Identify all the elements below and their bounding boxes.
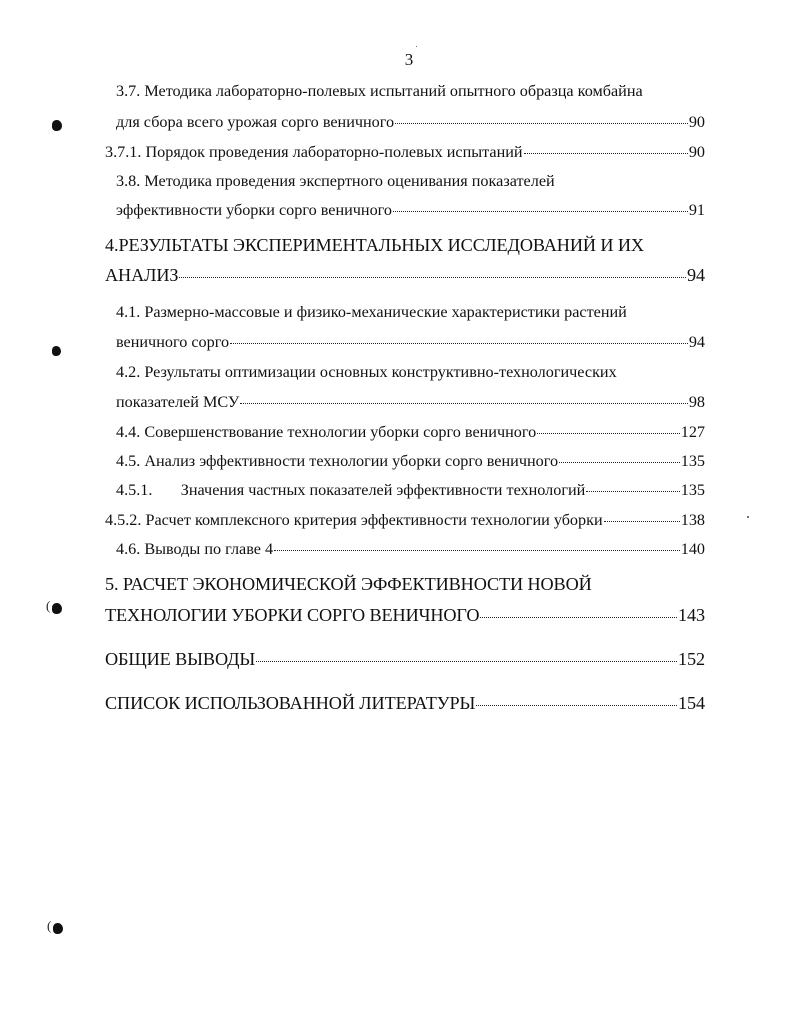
toc-entry-text: веничного сорго [116, 333, 230, 351]
toc-entry-page: 135 [680, 481, 705, 499]
toc-chapter-4-line1 [105, 235, 644, 256]
toc-entry-4-6[interactable] [116, 540, 705, 559]
dot-leader [476, 705, 677, 706]
toc-general-conclusions[interactable] [105, 649, 705, 670]
toc-entry-text: 4.РЕЗУЛЬТАТЫ ЭКСПЕРИМЕНТАЛЬНЫХ ИССЛЕДОВАНИЙ И ИХ [105, 235, 644, 255]
toc-entry-3-7-line2[interactable] [116, 113, 705, 132]
toc-entry-text: эффективности уборки сорго веничного [116, 201, 392, 219]
toc-entry-text: 3.7.1. Порядок проведения лабораторно-полевых испытаний [105, 143, 523, 161]
toc-entry-text: 4.5. Анализ эффективности технологии уборки сорго веничного [116, 452, 559, 470]
punch-hole-mark [52, 120, 62, 131]
toc-chapter-5-line2[interactable] [105, 605, 705, 626]
toc-entry-page: 91 [688, 201, 705, 219]
toc-entry-page: 140 [680, 540, 705, 558]
toc-entry-3-7-1[interactable] [105, 143, 705, 162]
toc-entry-page: 94 [687, 265, 705, 285]
toc-entry-text: 3.7. Методика лабораторно-полевых испытаний опытного образца комбайна [116, 82, 643, 100]
dot-leader [537, 433, 680, 434]
toc-entry-text: 4.1. Размерно-массовые и физико-механические характеристики растений [116, 303, 627, 321]
toc-entry-page: 90 [688, 143, 705, 161]
toc-entry-page: 154 [678, 693, 705, 713]
punch-hole-mark [52, 603, 62, 614]
toc-entry-3-8-line1 [116, 172, 555, 191]
toc-entry-text: для сбора всего урожая сорго веничного [116, 113, 395, 131]
toc-entry-4-4[interactable] [116, 423, 705, 442]
toc-entry-4-2-line1 [116, 363, 617, 382]
toc-entry-4-5-1[interactable] [116, 481, 705, 500]
toc-entry-page: 127 [680, 423, 705, 441]
toc-entry-text: АНАЛИЗ [105, 265, 179, 285]
dot-leader [274, 550, 680, 551]
toc-entry-3-7-line1 [116, 82, 643, 101]
dot-leader [604, 521, 680, 522]
toc-entry-text: ТЕХНОЛОГИИ УБОРКИ СОРГО ВЕНИЧНОГО [105, 605, 480, 625]
toc-entry-text: 3.8. Методика проведения экспертного оценивания показателей [116, 172, 555, 190]
scan-speck [416, 46, 417, 47]
page-number: 3 [404, 50, 414, 69]
toc-entry-text: 4.6. Выводы по главе 4 [116, 540, 274, 558]
toc-entry-4-1-line2[interactable] [116, 333, 705, 352]
dot-leader [179, 277, 686, 278]
dot-leader [240, 403, 687, 404]
toc-entry-text: 4.5.2. Расчет комплексного критерия эффективности технологии уборки [105, 511, 603, 529]
punch-hole-mark [52, 346, 61, 356]
toc-entry-text: 4.5.1. Значения частных показателей эффективности технологий [116, 481, 586, 499]
dot-leader [559, 462, 680, 463]
toc-entry-4-1-line1 [116, 303, 627, 322]
toc-entry-page: 138 [680, 511, 705, 529]
dot-leader [586, 491, 679, 492]
toc-entry-page: 94 [688, 333, 705, 351]
dot-leader [256, 661, 677, 662]
toc-entry-text: ОБЩИЕ ВЫВОДЫ [105, 649, 256, 669]
toc-entry-page: 90 [688, 113, 705, 131]
scan-speck [747, 516, 749, 518]
dot-leader [393, 211, 688, 212]
dot-leader [395, 123, 688, 124]
toc-entry-4-5-2[interactable] [105, 511, 705, 530]
toc-chapter-4-line2[interactable] [105, 265, 705, 286]
toc-entry-page: 98 [688, 393, 705, 411]
toc-bibliography[interactable] [105, 693, 705, 714]
toc-entry-3-8-line2[interactable] [116, 201, 705, 220]
toc-entry-text: СПИСОК ИСПОЛЬЗОВАННОЙ ЛИТЕРАТУРЫ [105, 693, 476, 713]
toc-entry-4-2-line2[interactable] [116, 393, 705, 412]
dot-leader [230, 343, 688, 344]
toc-entry-text: 4.4. Совершенствование технологии уборки сорго веничного [116, 423, 537, 441]
toc-entry-text: показателей МСУ [116, 393, 240, 411]
toc-entry-page: 152 [678, 649, 705, 669]
toc-entry-page: 143 [678, 605, 705, 625]
punch-hole-mark [53, 923, 63, 934]
toc-entry-text: 5. РАСЧЕТ ЭКОНОМИЧЕСКОЙ ЭФФЕКТИВНОСТИ НОВОЙ [105, 574, 592, 594]
toc-entry-page: 135 [680, 452, 705, 470]
toc-entry-text: 4.2. Результаты оптимизации основных конструктивно-технологических [116, 363, 617, 381]
toc-chapter-5-line1 [105, 574, 592, 595]
dot-leader [480, 617, 677, 618]
dot-leader [524, 153, 688, 154]
toc-entry-4-5[interactable] [116, 452, 705, 471]
